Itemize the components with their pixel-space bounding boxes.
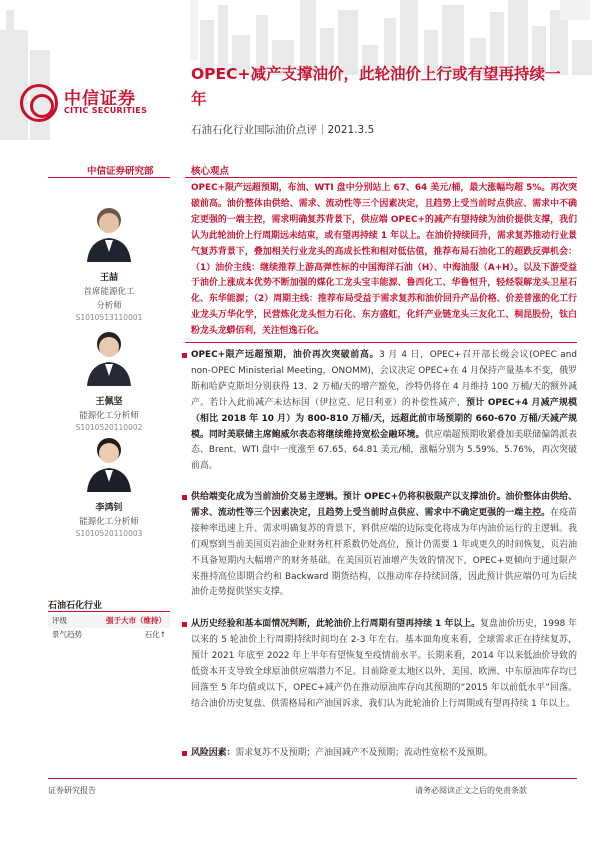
paragraph-text: 复盘油价历史，1998 年以来的 5 轮油价上行周期持续时间均在 2-3 年左右。基本面角度来看，全球需求正在持续复苏，预计 2021 年底至 2022 年上半年有望恢复至疫情前水平。长期来看，2014 年以来低油价导致的低资本开支导致全球原油供应端潜力不足。目前除亚太地区以外，美国、欧洲、中东原油库存均已回落至 5 年均值或以下，OPEC+减产仍在推动原油库存向其预期的“2015 年以前低水平”回落。结合油价历史复盘、供需格局和产油国诉求，我们认为此轮油价上行周期或有望再持续 1 年以上。 xyxy=(191,619,577,709)
core-view-heading: 核心观点 xyxy=(191,166,230,177)
analyst-license: S1010520110002 xyxy=(75,423,143,432)
risk-paragraph xyxy=(191,746,577,762)
analyst-license: S1010513110001 xyxy=(75,313,143,322)
trend-value: 石化↑ xyxy=(144,630,166,639)
bullet-icon xyxy=(182,495,187,500)
research-dept-heading: 中信证券研究部 xyxy=(87,166,154,177)
bullet-icon xyxy=(182,751,187,756)
paragraph-lead: OPEC+限产远超预期，油价再次突破前高。 xyxy=(191,350,380,360)
analyst-photo xyxy=(83,200,135,262)
body-paragraph xyxy=(191,617,577,712)
rating-row xyxy=(48,615,170,628)
bullet-icon xyxy=(182,353,187,358)
analyst-card xyxy=(48,430,170,538)
trend-row xyxy=(48,629,170,642)
analyst-role: 能源化工分析师 xyxy=(79,517,139,527)
analyst-role-line2: 分析师 xyxy=(96,301,122,311)
analyst-card xyxy=(48,200,170,322)
rating-value: 强于大市（维持） xyxy=(106,616,166,625)
trend-label: 景气趋势 xyxy=(52,630,82,639)
paragraph-lead-2: 预计 OPEC+4 月减产规模（相比 2018 年 10 月）为 800-810 万桶/天，远超此前市场预期的 660-670 万桶/天减产规模。同时美联储主席鲍威尔表态将继续维持宽松金融环境。 xyxy=(191,397,577,440)
footer-disclaimer: 请务必阅读正文之后的免责条款 xyxy=(415,786,527,795)
paragraph-text: 在疫苗接种率迅速上升、需求明确复苏的背景下，料供应端的边际变化将成为年内油价运行的主逻辑。我们观察到当前美国页岩油企业财务杠杆系数仍处高位，预计仍需要 1 年或更久的时间恢复，页岩油不具备短期内大幅增产的财务基础。在美国页岩油增产失效的情况下，OPEC+更倾向于通过限产来推持高位即期合约和 Backward 期货结构，以推动库存持续回落，因此预计供应端仍可为后续油价走势提供坚实支撑。 xyxy=(191,507,578,598)
analyst-name: 王喆 xyxy=(99,273,118,283)
citic-securities-logo xyxy=(20,84,180,124)
industry-divider xyxy=(48,611,170,612)
logo-mark-icon xyxy=(20,84,58,122)
report-subtitle: 石油石化行业国际油价点评｜2021.3.5 xyxy=(191,124,375,136)
footer-divider xyxy=(48,778,577,779)
analyst-name: 王佩坚 xyxy=(95,397,123,407)
paragraph-lead: 供给端变化成为当前油价交易主逻辑。预计 OPEC+仍将积极限产以支撑油价。油价整体由供给、需求、流动性等三个因素决定，且趋势上受当前时点供应、需求中不确定更强的一端主控。 xyxy=(191,492,577,518)
analyst-license: S1010520110003 xyxy=(75,529,143,538)
footer-left-text: 证券研究报告 xyxy=(48,786,96,795)
sidebar-divider xyxy=(48,177,170,178)
analyst-photo xyxy=(83,324,135,386)
paragraph-text: 需求复苏不及预期；产油国减产不及预期；流动性宽松不及预期。 xyxy=(235,748,493,758)
paragraph-text-2: 供应端超预期收紧叠加美联储偏鸽派表态、Brent、WTI 盘中一度涨至 67.65、64.81 美元/桶，涨幅分别为 5.59%、5.76%，再次突破前高。 xyxy=(191,429,578,472)
analyst-card xyxy=(48,324,170,432)
core-view-bottom-divider xyxy=(185,342,577,343)
rating-label: 评级 xyxy=(52,616,67,625)
analyst-name: 李鸿钊 xyxy=(95,503,123,513)
report-title: OPEC+减产支撑油价，此轮油价上行或有望再持续一年 xyxy=(191,65,561,108)
analyst-role: 首席能源化工 xyxy=(83,287,135,297)
logo-name-en: CITIC SECURITIES xyxy=(64,106,148,115)
logo-name-cn: 中信证券 xyxy=(64,89,136,109)
analyst-role: 能源化工分析师 xyxy=(79,411,139,421)
paragraph-lead: 风险因素： xyxy=(191,748,236,758)
analyst-photo xyxy=(83,430,135,492)
core-view-divider xyxy=(185,177,577,178)
industry-heading: 石油石化行业 xyxy=(48,601,103,611)
bullet-icon xyxy=(182,622,187,627)
body-paragraph xyxy=(191,490,577,601)
paragraph-text: 3 月 4 日，OPEC+召开部长级会议(OPEC and non-OPEC Ministerial Meeting，ONOMM)，会议决定 OPEC+在 4 月保持产量基本不变，俄罗斯和哈萨克斯坦分别获得 13、2 万桶/天的增产豁免，沙特仍将在 4 月维持 100 万桶/天的额外减产。若计入此前减产未达标国（伊拉克、尼日利亚）的补偿性减产， xyxy=(191,350,577,408)
body-paragraph xyxy=(191,348,577,475)
core-view-text: OPEC+限产远超预期，布油、WTI 盘中分别站上 67、64 美元/桶，最大涨幅均超 5%。再次突破前高。油价整体由供给、需求、流动性等三个因素决定，且趋势上受当前时点供应、需求中不确定更强的一端主控，需求明确复苏背景下，供应端 OPEC+的减产有望持续为油价提供支撑，我们认为此轮油价上行周期远未结束，或有望再持续 1 年以上。在油价持续回升，需求复苏推动行业景气复苏背景下，叠加相关行业龙头的高成长性和相对低估值，推荐布局石油化工的超跌反弹机会：（1）油价主线：继续推荐上游高弹性标的中国海洋石油（H）、中海油服（A+H）。以及下游受益于油价上涨成本优势不断加强的煤化工龙头宝丰能源、鲁西化工、华鲁恒升，轻烃裂解龙头卫星石化、东华能源；（2）周期主线：推荐布局受益于需求复苏和油价回升产品价格、价差普涨的化工行业龙头万华化学，民营炼化龙头恒力石化、东方盛虹，化纤产业链龙头三友化工、桐昆股份，钛白粉龙头龙蟒佰利，关注恒逸石化。 xyxy=(191,183,577,337)
paragraph-lead: 从历史经验和基本面情况判断，此轮油价上行周期有望再持续 1 年以上。 xyxy=(191,619,481,629)
